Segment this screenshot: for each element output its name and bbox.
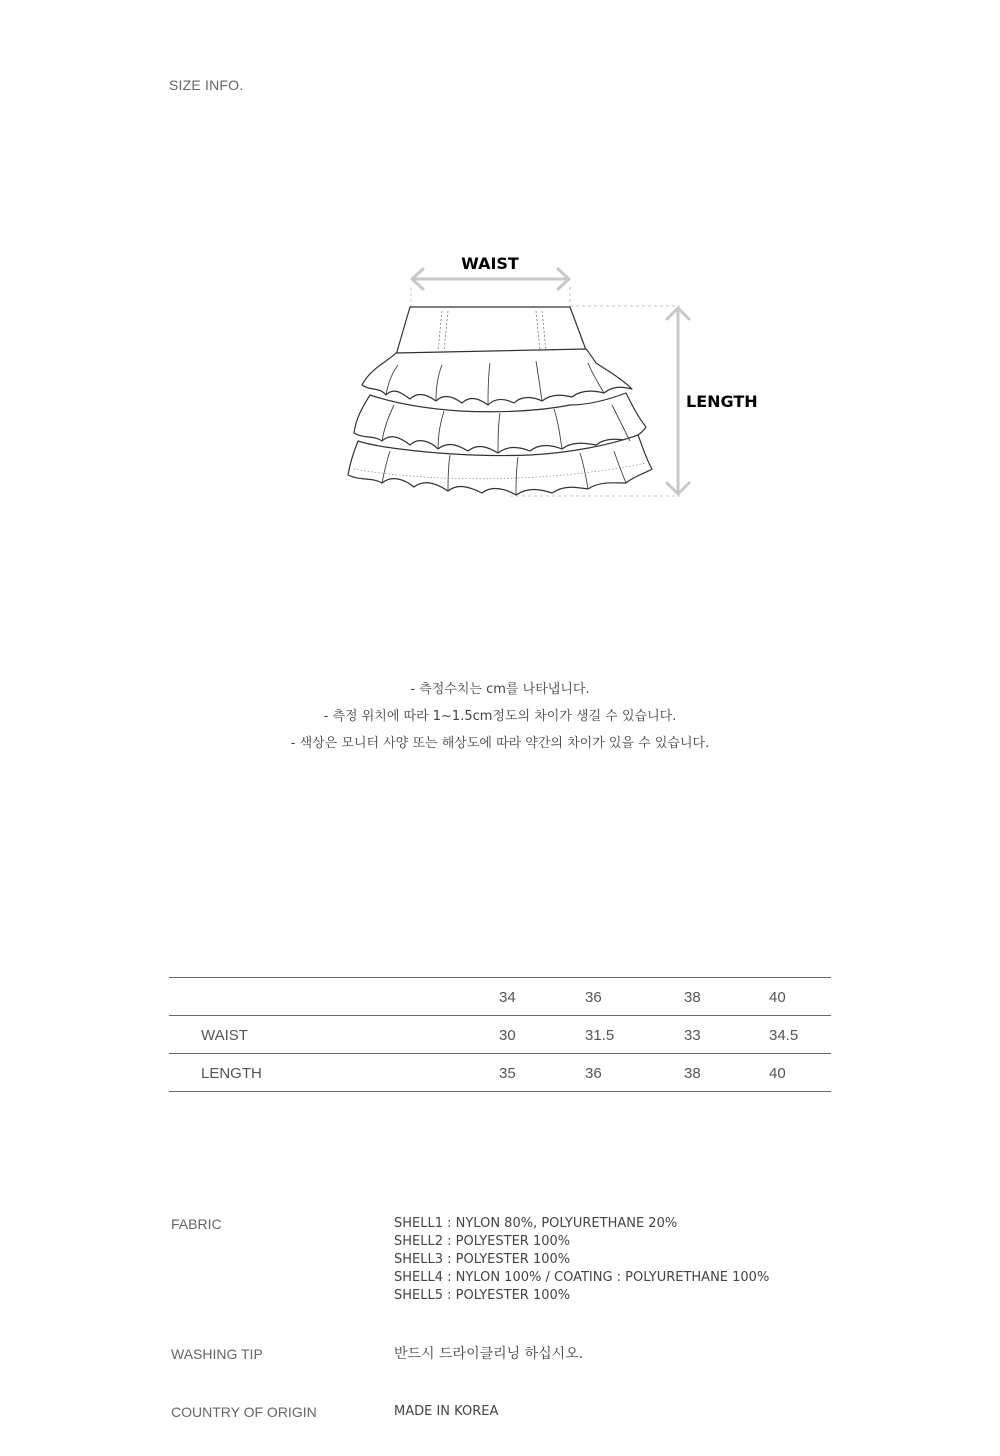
skirt-illustration <box>340 245 770 510</box>
fabric-value <box>394 1215 769 1305</box>
section-title: SIZE INFO. <box>169 77 244 93</box>
note-line: - 색상은 모니터 사양 또는 해상도에 따라 약간의 차이가 있을 수 있습니다. <box>290 736 710 751</box>
country-of-origin-value: MADE IN KOREA <box>394 1404 499 1419</box>
table-header-row <box>169 978 831 1016</box>
fabric-line: SHELL2 : POLYESTER 100% <box>394 1234 571 1249</box>
measurement-notes <box>0 680 1000 761</box>
table-row <box>169 1054 831 1092</box>
fabric-line: SHELL1 : NYLON 80%, POLYURETHANE 20% <box>394 1216 678 1231</box>
table-cell: 31.5 <box>585 1027 615 1044</box>
table-cell: 40 <box>769 1065 786 1082</box>
fabric-line: SHELL4 : NYLON 100% / COATING : POLYURETHANE 100% <box>394 1270 770 1285</box>
fabric-line: SHELL5 : POLYESTER 100% <box>394 1288 571 1303</box>
skirt-size-diagram <box>340 245 770 510</box>
waist-label: WAIST <box>461 254 519 273</box>
table-cell: WAIST <box>201 1027 248 1044</box>
washing-tip-label: WASHING TIP <box>171 1346 263 1362</box>
table-cell: 33 <box>684 1027 701 1044</box>
table-row <box>169 1016 831 1054</box>
table-cell: LENGTH <box>201 1065 262 1082</box>
table-header-cell: 40 <box>769 989 786 1006</box>
table-cell: 30 <box>499 1027 516 1044</box>
table-cell: 36 <box>585 1065 602 1082</box>
fabric-line: SHELL3 : POLYESTER 100% <box>394 1252 571 1267</box>
note-line: - 측정 위치에 따라 1~1.5cm정도의 차이가 생길 수 있습니다. <box>323 709 677 724</box>
country-of-origin-label: COUNTRY OF ORIGIN <box>171 1404 317 1420</box>
size-table <box>169 977 831 1092</box>
length-label: LENGTH <box>686 392 758 411</box>
table-header-cell: 34 <box>499 989 516 1006</box>
washing-tip-value: 반드시 드라이클리닝 하십시오. <box>394 1346 584 1362</box>
fabric-label: FABRIC <box>171 1216 222 1232</box>
table-cell: 38 <box>684 1065 701 1082</box>
table-cell: 35 <box>499 1065 516 1082</box>
table-header-cell: 36 <box>585 989 602 1006</box>
table-cell: 34.5 <box>769 1027 799 1044</box>
note-line: - 측정수치는 cm를 나타냅니다. <box>410 682 590 697</box>
table-header-cell: 38 <box>684 989 701 1006</box>
